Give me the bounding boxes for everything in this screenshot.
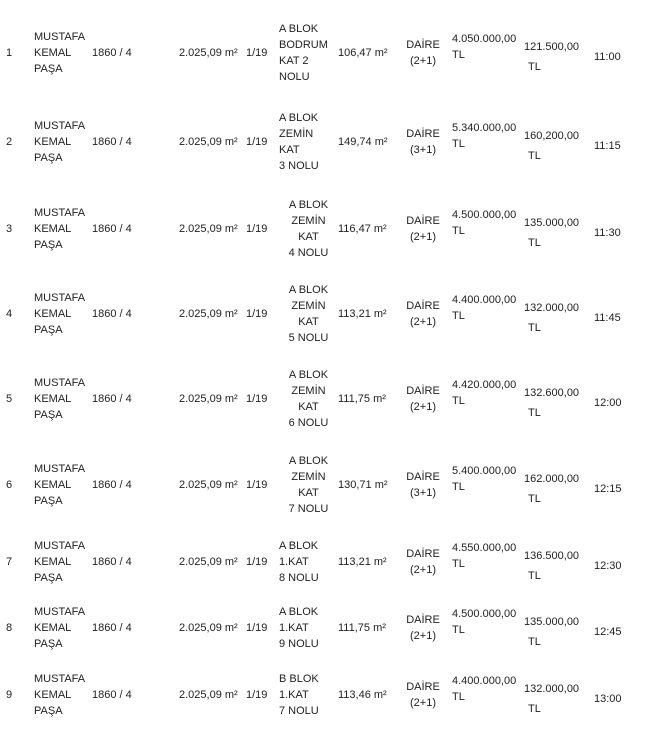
- nitelik-line: (2+1): [410, 630, 436, 642]
- alan-cell: 2.025,09 m²: [179, 47, 238, 59]
- row-number: 6: [6, 479, 13, 491]
- teminat-cell: [524, 186, 594, 271]
- teminat-cell: [524, 661, 594, 729]
- teminat-cell: [524, 528, 594, 595]
- blok-line: BODRUM: [279, 39, 328, 51]
- saat-value: 12:00: [594, 397, 622, 409]
- blok-line: KAT: [298, 315, 319, 328]
- mahalle-line: KEMAL: [34, 393, 72, 405]
- blok-line: 7 NOLU: [288, 503, 329, 515]
- teminat-value: 160,200,00: [524, 130, 580, 142]
- m2-cell: 149,74 m²: [338, 136, 388, 148]
- blok-line: KAT: [298, 230, 319, 243]
- blok-line: 6 NOLU: [288, 417, 329, 429]
- mahalle-cell: [34, 8, 92, 98]
- mahalle-line: KEMAL: [34, 622, 72, 634]
- mahalle-line: MUSTAFA: [34, 31, 86, 43]
- m2-cell: 130,71 m²: [338, 479, 388, 491]
- ada-parsel-cell: 1860 / 4: [92, 479, 132, 491]
- mahalle-line: PAŞA: [34, 705, 63, 717]
- blok-line: ZEMİN: [291, 471, 326, 483]
- alan-cell: 2.025,09 m²: [179, 622, 238, 634]
- table-row: [6, 98, 634, 186]
- bedel-value: 4.050.000,00: [452, 33, 517, 45]
- nitelik-line: DAİRE: [406, 471, 440, 483]
- hisse-cell: 1/19: [246, 393, 268, 405]
- bedel-cell: [452, 186, 524, 271]
- teminat-unit: TL: [528, 493, 541, 505]
- teminat-unit: TL: [528, 321, 541, 334]
- alan-cell: 2.025,09 m²: [179, 393, 238, 405]
- bedel-unit: TL: [452, 691, 465, 703]
- ada-parsel-cell: 1860 / 4: [92, 307, 132, 320]
- bedel-value: 4.400.000,00: [452, 675, 517, 687]
- nitelik-cell: [394, 271, 452, 356]
- teminat-unit: TL: [528, 569, 541, 582]
- nitelik-line: (2+1): [410, 55, 436, 67]
- saat-cell: [594, 186, 634, 271]
- blok-line: ZEMİN: [291, 214, 326, 227]
- mahalle-line: KEMAL: [34, 307, 72, 320]
- row-number: 3: [6, 222, 13, 235]
- blok-cell: [279, 442, 338, 528]
- alan-cell: 2.025,09 m²: [179, 689, 238, 701]
- teminat-cell: [524, 8, 594, 98]
- teminat-value: 162.000,00: [524, 473, 580, 485]
- nitelik-line: (2+1): [410, 563, 436, 576]
- saat-value: 11:00: [594, 51, 621, 63]
- bedel-unit: TL: [452, 395, 465, 407]
- hisse-cell: 1/19: [246, 555, 268, 568]
- nitelik-line: DAİRE: [406, 385, 440, 397]
- mahalle-line: MUSTAFA: [34, 291, 86, 304]
- nitelik-cell: [394, 356, 452, 442]
- bedel-value: 4.500.000,00: [452, 608, 517, 620]
- mahalle-cell: [34, 442, 92, 528]
- table-row: [6, 186, 634, 271]
- bedel-cell: [452, 8, 524, 98]
- mahalle-line: MUSTAFA: [34, 539, 86, 552]
- mahalle-cell: [34, 356, 92, 442]
- saat-value: 11:45: [594, 311, 621, 324]
- row-number: 9: [6, 689, 13, 701]
- table-row: [6, 442, 634, 528]
- mahalle-line: MUSTAFA: [34, 463, 86, 475]
- blok-cell: [279, 271, 338, 356]
- hisse-cell: 1/19: [246, 689, 268, 701]
- saat-value: 13:00: [594, 693, 622, 705]
- mahalle-line: MUSTAFA: [34, 120, 86, 132]
- blok-line: 3 NOLU: [279, 160, 319, 172]
- bedel-unit: TL: [452, 138, 465, 150]
- alan-cell: 2.025,09 m²: [179, 307, 238, 320]
- blok-line: 1.KAT: [279, 622, 309, 634]
- m2-cell: 113,21 m²: [338, 555, 387, 568]
- m2-cell: 106,47 m²: [338, 47, 388, 59]
- blok-line: ZEMİN: [291, 299, 326, 312]
- m2-cell: 113,21 m²: [338, 307, 387, 320]
- blok-line: NOLU: [279, 71, 310, 83]
- hisse-cell: 1/19: [246, 136, 268, 148]
- nitelik-line: (2+1): [410, 230, 436, 243]
- mahalle-cell: [34, 271, 92, 356]
- nitelik-cell: [394, 442, 452, 528]
- alan-cell: 2.025,09 m²: [179, 136, 238, 148]
- hisse-cell: 1/19: [246, 222, 268, 235]
- table-row: [6, 528, 634, 595]
- mahalle-line: PAŞA: [34, 495, 63, 507]
- teminat-value: 132.600,00: [524, 387, 580, 399]
- blok-cell: [279, 186, 338, 271]
- bedel-cell: [452, 356, 524, 442]
- blok-line: A BLOK: [288, 198, 329, 211]
- m2-cell: 111,75 m²: [338, 622, 386, 634]
- mahalle-line: MUSTAFA: [34, 377, 86, 389]
- nitelik-line: (2+1): [410, 401, 436, 413]
- teminat-unit: TL: [528, 703, 541, 715]
- nitelik-line: DAİRE: [406, 214, 440, 227]
- teminat-cell: [524, 271, 594, 356]
- bedel-cell: [452, 271, 524, 356]
- mahalle-line: PAŞA: [34, 638, 63, 650]
- teminat-value: 132.000,00: [524, 301, 580, 314]
- saat-cell: [594, 595, 634, 661]
- ada-parsel-cell: 1860 / 4: [92, 136, 132, 148]
- blok-line: KAT 2: [279, 55, 309, 67]
- blok-cell: [279, 595, 338, 661]
- blok-line: A BLOK: [279, 23, 319, 35]
- row-number: 8: [6, 622, 13, 634]
- mahalle-line: PAŞA: [34, 409, 63, 421]
- bedel-cell: [452, 595, 524, 661]
- hisse-cell: 1/19: [246, 47, 268, 59]
- saat-value: 12:45: [594, 626, 622, 638]
- teminat-cell: [524, 595, 594, 661]
- blok-line: ZEMİN: [279, 128, 314, 140]
- mahalle-line: KEMAL: [34, 136, 72, 148]
- ada-parsel-cell: 1860 / 4: [92, 393, 132, 405]
- bedel-unit: TL: [452, 49, 465, 61]
- bedel-cell: [452, 98, 524, 186]
- blok-line: 4 NOLU: [288, 246, 329, 259]
- saat-value: 12:30: [594, 559, 622, 572]
- mahalle-line: MUSTAFA: [34, 673, 86, 685]
- blok-cell: [279, 528, 338, 595]
- teminat-cell: [524, 442, 594, 528]
- hisse-cell: 1/19: [246, 307, 268, 320]
- bedel-cell: [452, 528, 524, 595]
- bedel-value: 4.400.000,00: [452, 293, 517, 306]
- saat-cell: [594, 356, 634, 442]
- bedel-value: 5.400.000,00: [452, 465, 517, 477]
- mahalle-cell: [34, 98, 92, 186]
- nitelik-cell: [394, 661, 452, 729]
- bedel-cell: [452, 661, 524, 729]
- teminat-unit: TL: [528, 636, 541, 648]
- mahalle-cell: [34, 528, 92, 595]
- mahalle-cell: [34, 661, 92, 729]
- table-row: [6, 595, 634, 661]
- row-number: 7: [6, 555, 13, 568]
- row-number: 4: [6, 307, 13, 320]
- nitelik-line: DAİRE: [406, 614, 440, 626]
- mahalle-line: PAŞA: [34, 63, 63, 75]
- ada-parsel-cell: 1860 / 4: [92, 689, 132, 701]
- blok-line: KAT: [279, 144, 300, 156]
- teminat-cell: [524, 98, 594, 186]
- saat-cell: [594, 8, 634, 98]
- mahalle-line: KEMAL: [34, 222, 72, 235]
- blok-line: 9 NOLU: [279, 638, 319, 650]
- blok-line: A BLOK: [279, 606, 319, 618]
- m2-cell: 111,75 m²: [338, 393, 386, 405]
- blok-line: 7 NOLU: [279, 705, 319, 717]
- blok-line: A BLOK: [279, 112, 319, 124]
- mahalle-line: PAŞA: [34, 571, 63, 584]
- saat-cell: [594, 661, 634, 729]
- alan-cell: 2.025,09 m²: [179, 479, 238, 491]
- teminat-unit: TL: [528, 150, 541, 162]
- mahalle-line: KEMAL: [34, 555, 72, 568]
- table-row: [6, 661, 634, 729]
- blok-line: A BLOK: [288, 455, 329, 467]
- ada-parsel-cell: 1860 / 4: [92, 222, 132, 235]
- saat-value: 11:15: [594, 140, 621, 152]
- mahalle-cell: [34, 186, 92, 271]
- hisse-cell: 1/19: [246, 622, 268, 634]
- blok-line: A BLOK: [288, 283, 329, 296]
- blok-line: A BLOK: [288, 369, 329, 381]
- nitelik-line: DAİRE: [406, 128, 440, 140]
- blok-line: 8 NOLU: [279, 571, 319, 584]
- nitelik-cell: [394, 595, 452, 661]
- bedel-cell: [452, 442, 524, 528]
- hisse-cell: 1/19: [246, 479, 268, 491]
- nitelik-line: (3+1): [410, 144, 436, 156]
- teminat-value: 135.000,00: [524, 616, 580, 628]
- mahalle-cell: [34, 595, 92, 661]
- teminat-value: 121.500,00: [524, 41, 580, 53]
- teminat-value: 136.500,00: [524, 549, 580, 562]
- row-number: 2: [6, 136, 13, 148]
- blok-line: 1.KAT: [279, 689, 309, 701]
- nitelik-line: DAİRE: [406, 39, 440, 51]
- bedel-value: 4.550.000,00: [452, 541, 517, 554]
- teminat-value: 135.000,00: [524, 216, 580, 229]
- nitelik-cell: [394, 186, 452, 271]
- saat-cell: [594, 98, 634, 186]
- ada-parsel-cell: 1860 / 4: [92, 47, 132, 59]
- teminat-value: 132.000,00: [524, 683, 580, 695]
- blok-line: KAT: [298, 401, 319, 413]
- table-row: [6, 356, 634, 442]
- teminat-cell: [524, 356, 594, 442]
- nitelik-line: DAİRE: [406, 299, 440, 312]
- bedel-unit: TL: [452, 224, 465, 237]
- bedel-unit: TL: [452, 557, 465, 570]
- auction-table: [6, 8, 634, 729]
- saat-cell: [594, 528, 634, 595]
- alan-cell: 2.025,09 m²: [179, 555, 238, 568]
- blok-line: A BLOK: [279, 539, 319, 552]
- ada-parsel-cell: 1860 / 4: [92, 622, 132, 634]
- nitelik-line: DAİRE: [406, 547, 440, 560]
- teminat-unit: TL: [528, 61, 541, 73]
- mahalle-line: PAŞA: [34, 238, 63, 251]
- nitelik-line: (2+1): [410, 697, 436, 709]
- bedel-unit: TL: [452, 624, 465, 636]
- alan-cell: 2.025,09 m²: [179, 222, 238, 235]
- table-row: [6, 8, 634, 98]
- saat-cell: [594, 271, 634, 356]
- bedel-value: 4.420.000,00: [452, 379, 517, 391]
- bedel-unit: TL: [452, 309, 465, 322]
- mahalle-line: PAŞA: [34, 323, 63, 336]
- mahalle-line: PAŞA: [34, 152, 63, 164]
- blok-line: ZEMİN: [291, 385, 326, 397]
- bedel-value: 5.340.000,00: [452, 122, 517, 134]
- blok-cell: [279, 661, 338, 729]
- mahalle-line: KEMAL: [34, 47, 72, 59]
- nitelik-line: DAİRE: [406, 681, 440, 693]
- mahalle-line: MUSTAFA: [34, 206, 86, 219]
- mahalle-line: KEMAL: [34, 479, 72, 491]
- saat-cell: [594, 442, 634, 528]
- auction-table-body: [6, 8, 634, 729]
- table-row: [6, 271, 634, 356]
- blok-cell: [279, 98, 338, 186]
- m2-cell: 113,46 m²: [338, 689, 387, 701]
- blok-line: KAT: [298, 487, 319, 499]
- blok-line: 1.KAT: [279, 555, 309, 568]
- blok-line: 5 NOLU: [288, 331, 329, 344]
- blok-line: B BLOK: [279, 673, 319, 685]
- m2-cell: 116,47 m²: [338, 222, 387, 235]
- saat-value: 11:30: [594, 226, 621, 239]
- mahalle-line: KEMAL: [34, 689, 72, 701]
- bedel-value: 4.500.000,00: [452, 208, 517, 221]
- nitelik-line: (2+1): [410, 315, 436, 328]
- teminat-unit: TL: [528, 407, 541, 419]
- bedel-unit: TL: [452, 481, 465, 493]
- nitelik-cell: [394, 528, 452, 595]
- blok-cell: [279, 356, 338, 442]
- row-number: 5: [6, 393, 13, 405]
- teminat-unit: TL: [528, 236, 541, 249]
- mahalle-line: MUSTAFA: [34, 606, 86, 618]
- ada-parsel-cell: 1860 / 4: [92, 555, 132, 568]
- saat-value: 12:15: [594, 483, 622, 495]
- nitelik-cell: [394, 8, 452, 98]
- nitelik-cell: [394, 98, 452, 186]
- nitelik-line: (3+1): [410, 487, 436, 499]
- blok-cell: [279, 8, 338, 98]
- row-number: 1: [6, 47, 13, 59]
